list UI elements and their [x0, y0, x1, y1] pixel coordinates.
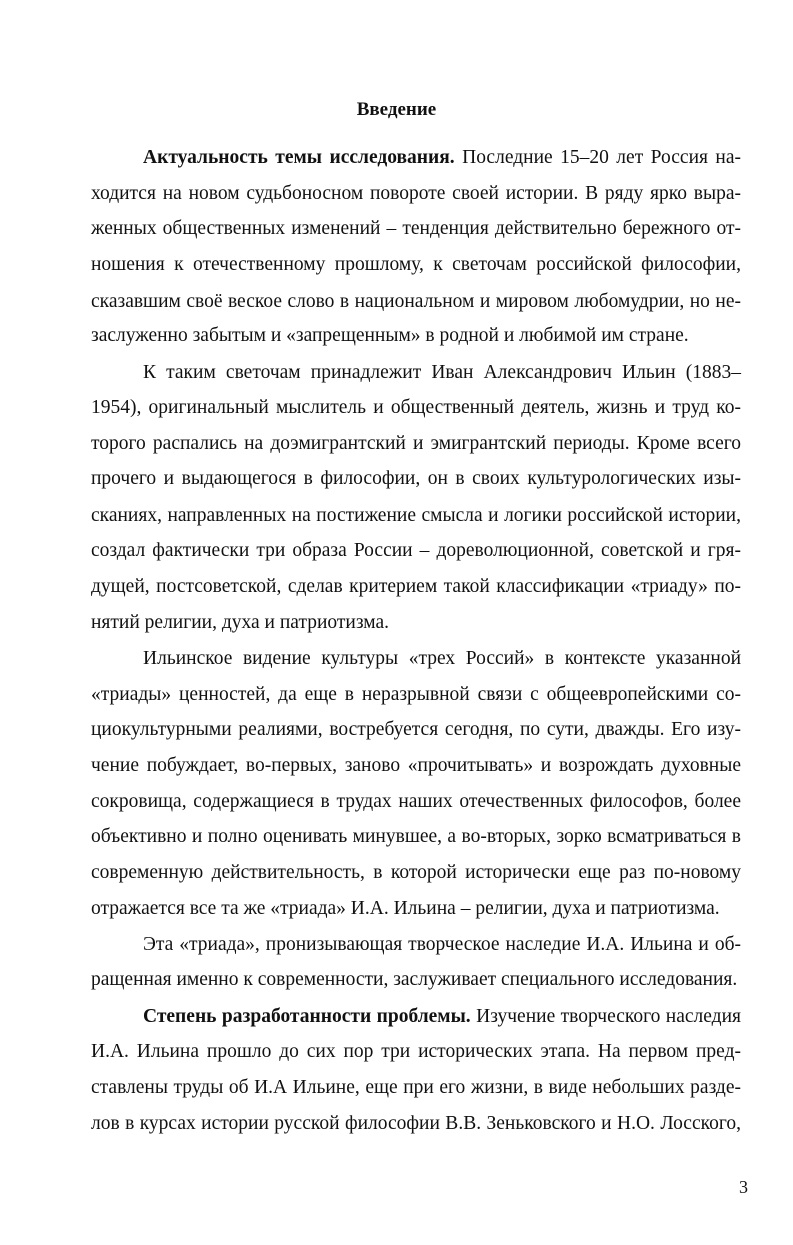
text-line: ставлены труды об И.А Ильине, еще при его жизни, в виде небольших разде-: [91, 1077, 741, 1098]
text-line: лов в курсах истории русской философии В.В. Зеньковского и Н.О. Лосского,: [91, 1113, 741, 1134]
text-line: Ильинское видение культуры «трех Россий» в контексте указанной: [143, 648, 741, 669]
page-number: 3: [739, 1177, 748, 1197]
bold-lead: Актуальность темы исследования.: [143, 147, 455, 168]
text-line: ращенная именно к современности, заслуживает специального исследования.: [91, 969, 738, 990]
text-line: циокультурными реалиями, востребуется сегодня, по сути, дважды. Его изу-: [91, 719, 741, 740]
text-line: [143, 144, 741, 172]
line-text: Изучение творческого наследия: [470, 1006, 741, 1027]
text-line: нятий религии, духа и патриотизма.: [91, 612, 390, 633]
text-line: заслуженно забытым и «запрещенным» в родной и любимой им стране.: [91, 325, 689, 346]
bold-lead: Степень разработанности проблемы.: [143, 1006, 471, 1027]
text-line: объективно и полно оценивать минувшее, а во-вторых, зорко всматриваться в: [91, 826, 741, 847]
text-line: 1954), оригинальный мыслитель и общественный деятель, жизнь и труд ко-: [91, 397, 741, 418]
text-line: женных общественных изменений – тенденция действительно бережного от-: [91, 218, 741, 239]
text-line: ходится на новом судьбоносном повороте своей истории. В ряду ярко выра-: [91, 183, 741, 204]
text-line: И.А. Ильина прошло до сих пор три исторических этапа. На первом пред-: [91, 1041, 741, 1062]
text-line: ношения к отечественному прошлому, к светочам российской философии,: [91, 254, 741, 275]
section-heading: Введение: [356, 99, 437, 120]
text-line: сканиях, направленных на постижение смысла и логики российской истории,: [91, 505, 741, 526]
text-line: современную действительность, в которой исторически еще раз по-новому: [91, 862, 741, 883]
text-line: К таким светочам принадлежит Иван Александрович Ильин (1883–: [143, 362, 741, 383]
text-line: сокровища, содержащиеся в трудах наших отечественных философов, более: [91, 791, 741, 812]
text-line: дущей, постсоветской, сделав критерием такой классификации «триаду» по-: [91, 576, 741, 597]
text-line: сказавшим своё веское слово в национальном и мировом любомудрии, но не-: [91, 291, 741, 312]
text-line: создал фактически три образа России – дореволюционной, советской и гря-: [91, 540, 741, 561]
text-line: торого распались на доэмигрантский и эмигрантский периоды. Кроме всего: [91, 433, 741, 454]
text-line: Эта «триада», пронизывающая творческое наследие И.А. Ильина и об-: [143, 934, 741, 955]
line-text: Последние 15–20 лет Россия на-: [454, 147, 742, 168]
text-line: [143, 1003, 741, 1031]
text-line: чение побуждает, во-первых, заново «прочитывать» и возрождать духовные: [91, 755, 741, 776]
text-line: отражается все та же «триада» И.А. Ильина – религии, духа и патриотизма.: [91, 898, 720, 919]
text-line: прочего и выдающегося в философии, он в своих культурологических изы-: [91, 468, 741, 489]
text-line: «триады» ценностей, да еще в неразрывной связи с общеевропейскими со-: [91, 684, 741, 705]
